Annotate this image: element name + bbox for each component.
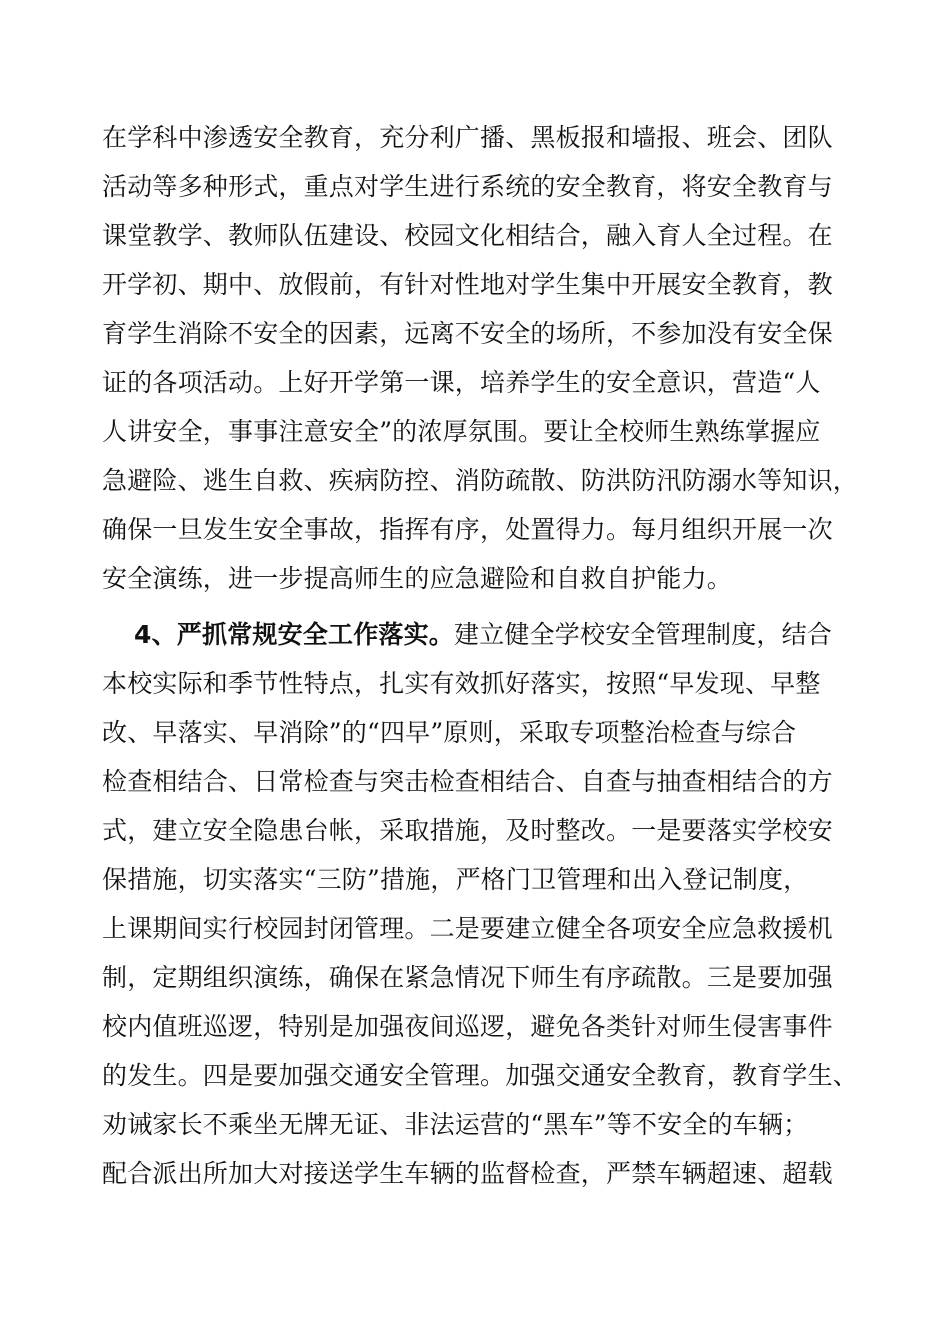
text-line: 上课期间实行校园封闭管理。二是要建立健全各项安全应急救援机 bbox=[102, 914, 833, 943]
text-line: 本校实际和季节性特点，扎实有效抓好落实，按照“早发现、早整 bbox=[102, 669, 821, 698]
text-line: 在学科中渗透安全教育，充分利广播、黑板报和墙报、班会、团队 bbox=[102, 123, 833, 152]
text-line: 育学生消除不安全的因素，远离不安全的场所，不参加没有安全保 bbox=[102, 319, 833, 348]
text-line: 急避险、逃生自救、疾病防控、消防疏散、防洪防汛防溺水等知识， bbox=[102, 466, 859, 495]
text-line: 人讲安全，事事注意安全”的浓厚氛围。要让全校师生熟练掌握应 bbox=[102, 417, 821, 446]
text-line: 课堂教学、教师队伍建设、校园文化相结合，融入育人全过程。在 bbox=[102, 221, 833, 250]
text-line: 式，建立安全隐患台帐，采取措施，及时整改。一是要落实学校安 bbox=[102, 816, 833, 845]
text-line: 活动等多种形式，重点对学生进行系统的安全教育，将安全教育与 bbox=[102, 172, 833, 201]
text-line: 证的各项活动。上好开学第一课，培养学生的安全意识，营造“人 bbox=[102, 368, 821, 397]
paragraph-first-line bbox=[134, 615, 832, 655]
text-line: 开学初、期中、放假前，有针对性地对学生集中开展安全教育，教 bbox=[102, 270, 833, 299]
text-line: 确保一旦发生安全事故，指挥有序，处置得力。每月组织开展一次 bbox=[102, 515, 833, 544]
text-line: 安全演练，进一步提高师生的应急避险和自救自护能力。 bbox=[102, 564, 733, 593]
text-line: 劝诫家长不乘坐无牌无证、非法运营的“黑车”等不安全的车辆； bbox=[102, 1110, 809, 1139]
text-line: 配合派出所加大对接送学生车辆的监督检查，严禁车辆超速、超载 bbox=[102, 1159, 833, 1188]
text-line: 制，定期组织演练，确保在紧急情况下师生有序疏散。三是要加强 bbox=[102, 963, 833, 992]
text-run: 建立健全学校安全管理制度，结合 bbox=[454, 620, 833, 649]
text-line: 的发生。四是要加强交通安全管理。加强交通安全教育，教育学生、 bbox=[102, 1061, 859, 1090]
text-line: 校内值班巡逻，特别是加强夜间巡逻，避免各类针对师生侵害事件 bbox=[102, 1012, 833, 1041]
text-line: 检查相结合、日常检查与突击检查相结合、自查与抽查相结合的方 bbox=[102, 767, 833, 796]
text-line: 改、早落实、早消除”的“四早”原则，采取专项整治检查与综合 bbox=[102, 718, 797, 747]
section-heading: 4、严抓常规安全工作落实。 bbox=[134, 620, 454, 649]
text-line: 保措施，切实落实“三防”措施，严格门卫管理和出入登记制度， bbox=[102, 865, 809, 894]
